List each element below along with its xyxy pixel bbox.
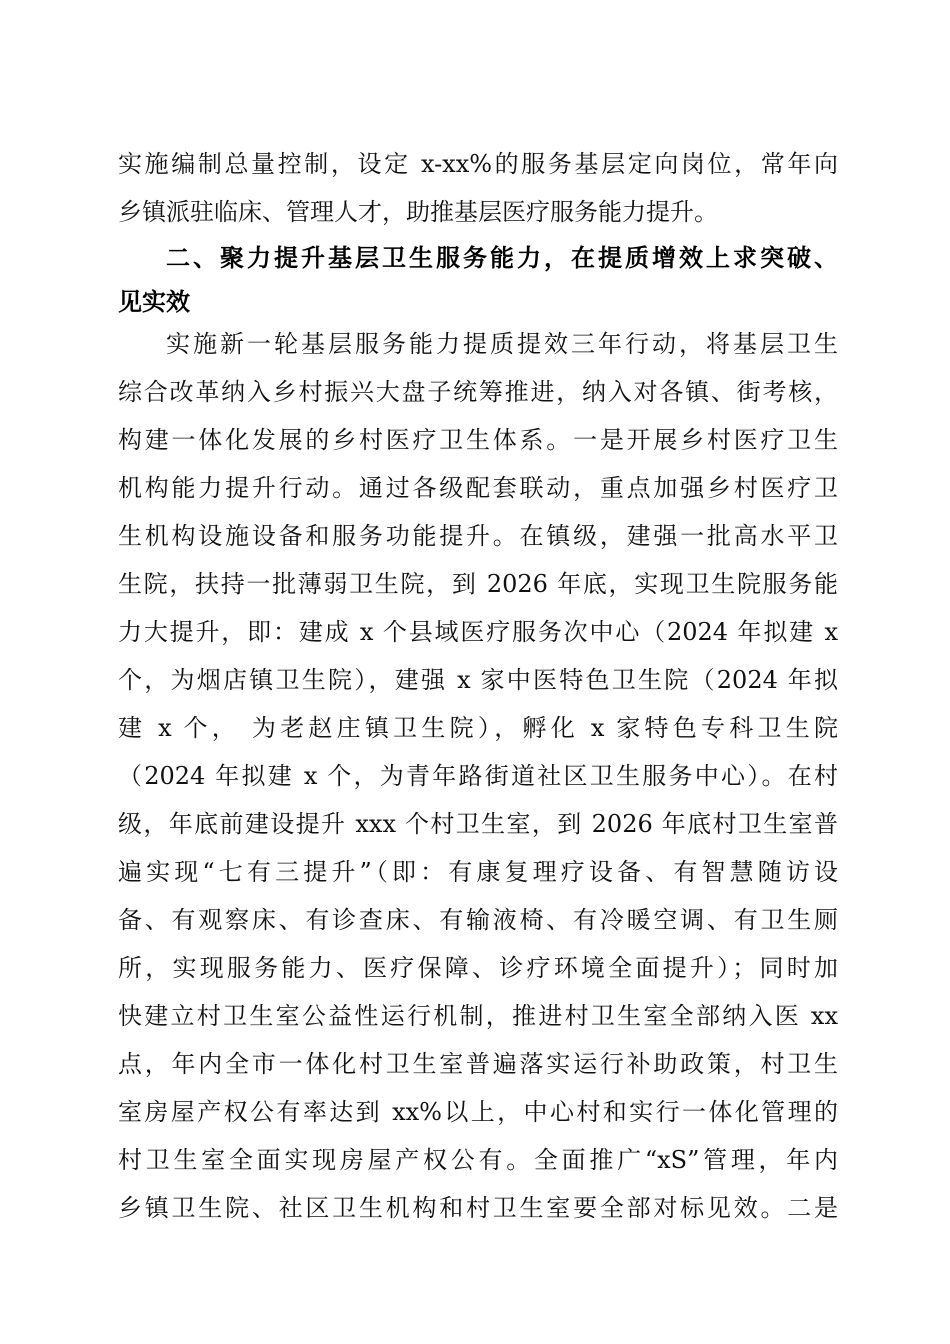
paragraph-line: 实施编制总量控制，设定 x-xx%的服务基层定向岗位，常年向 — [118, 150, 838, 178]
paragraph-line: 建 x 个， 为老赵庄镇卫生院），孵化 x 家特色专科卫生院 — [118, 714, 838, 742]
paragraph-line: 机构能力提升行动。通过各级配套联动，重点加强乡村医疗卫 — [118, 474, 838, 502]
paragraph-line: 实施新一轮基层服务能力提质提效三年行动，将基层卫生 — [166, 330, 838, 358]
paragraph-line: 备、有观察床、有诊查床、有输液椅、有冷暖空调、有卫生厕 — [118, 906, 838, 934]
paragraph-line: 综合改革纳入乡村振兴大盘子统筹推进，纳入对各镇、街考核， — [118, 378, 838, 406]
paragraph-line: 乡镇卫生院、社区卫生机构和村卫生室要全部对标见效。二是 — [118, 1194, 838, 1222]
paragraph-line: 个，为烟店镇卫生院），建强 x 家中医特色卫生院（2024 年拟 — [118, 666, 838, 694]
paragraph-line: 室房屋产权公有率达到 xx%以上，中心村和实行一体化管理的 — [118, 1098, 838, 1126]
paragraph-line: 乡镇派驻临床、管理人才，助推基层医疗服务能力提升。 — [118, 198, 718, 226]
section-heading: 见实效 — [118, 288, 190, 316]
paragraph-line: 生院，扶持一批薄弱卫生院，到 2026 年底，实现卫生院服务能 — [118, 570, 838, 598]
paragraph-line: 构建一体化发展的乡村医疗卫生体系。一是开展乡村医疗卫生 — [118, 426, 838, 454]
paragraph-line: 村卫生室全面实现房屋产权公有。全面推广“xS”管理，年内 — [118, 1146, 838, 1174]
paragraph-line: 遍实现“七有三提升”（即：有康复理疗设备、有智慧随访设 — [118, 858, 838, 886]
paragraph-line: 级，年底前建设提升 xxx 个村卫生室，到 2026 年底村卫生室普 — [118, 810, 838, 838]
paragraph-line: 快建立村卫生室公益性运行机制，推进村卫生室全部纳入医 xx — [118, 1002, 838, 1030]
paragraph-line: 生机构设施设备和服务功能提升。在镇级，建强一批高水平卫 — [118, 522, 838, 550]
paragraph-line: 力大提升，即：建成 x 个县域医疗服务次中心（2024 年拟建 x — [118, 618, 838, 646]
paragraph-line: （2024 年拟建 x 个，为青年路街道社区卫生服务中心）。在村 — [118, 762, 838, 790]
paragraph-line: 所，实现服务能力、医疗保障、诊疗环境全面提升）；同时加 — [118, 954, 838, 982]
section-heading: 二、聚力提升基层卫生服务能力，在提质增效上求突破、 — [166, 244, 838, 272]
paragraph-line: 点，年内全市一体化村卫生室普遍落实运行补助政策，村卫生 — [118, 1050, 838, 1078]
